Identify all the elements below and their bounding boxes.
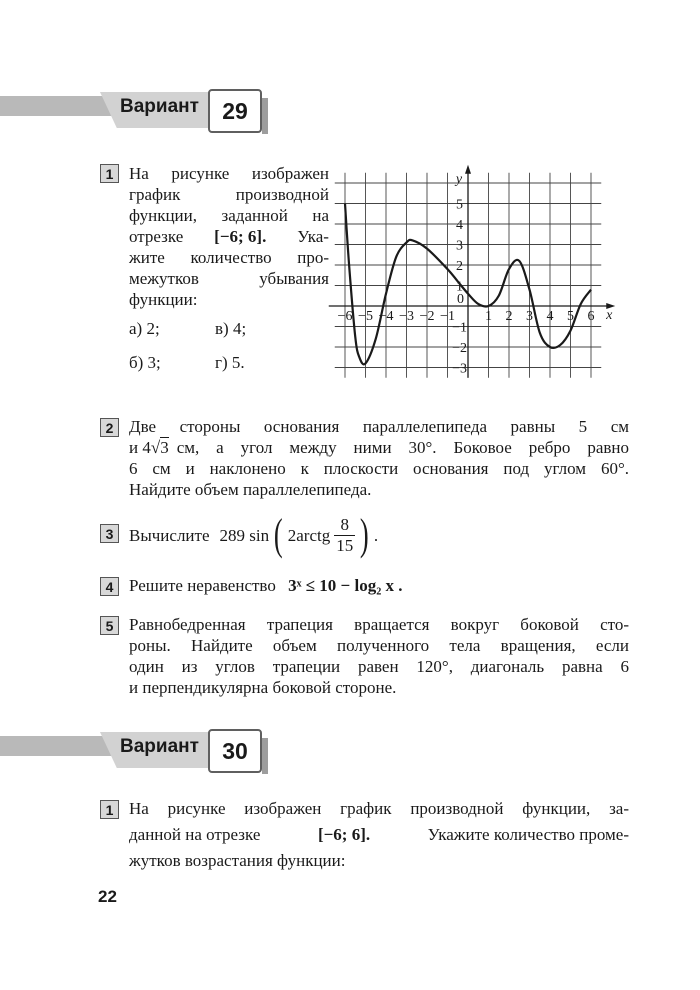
derivative-graph: [337, 171, 630, 378]
variant-30-banner: [0, 732, 268, 776]
text-line: Равнобедренная трапеция вращается вокруг боковой сто-: [129, 615, 629, 634]
problem-text: [129, 163, 329, 310]
text-line: [129, 226, 329, 247]
text-line: жите количество про-: [129, 248, 329, 267]
text-line: 6 см и наклонено к плоскости основания под углом 60°.: [129, 459, 629, 478]
interval: [−6; 6].: [317, 825, 371, 844]
x-tick-label: −3: [399, 309, 414, 324]
sqrt-symbol: √: [150, 438, 161, 457]
variant-number: 29: [208, 89, 262, 133]
text-line: [129, 824, 629, 845]
x-tick-label: −2: [419, 309, 435, 324]
text-fragment: Укажите количество проме-: [427, 825, 629, 844]
text-fragment: и 4: [129, 438, 151, 457]
text-line: жутков возрастания функции:: [129, 851, 346, 870]
text-line: На рисунке изображен график производной функции, за-: [129, 799, 629, 818]
option-v: в) 4;: [215, 319, 247, 338]
interval: [−6; 6].: [214, 227, 267, 246]
x-tick-label: −4: [378, 309, 394, 324]
text-fragment: Решите неравенство: [129, 576, 276, 595]
problem-text: [129, 798, 629, 871]
options-row: [129, 352, 329, 373]
banner-shadow: [262, 98, 268, 134]
text-line: график производной: [129, 185, 329, 204]
x-tick-label: 2: [505, 309, 513, 324]
math-expression: 3ˣ ≤ 10 − log₂ x .: [288, 576, 403, 595]
problem-number: 5: [100, 616, 119, 635]
problem-text: [129, 614, 629, 698]
text-fragment: [129, 437, 169, 458]
text-fragment: данной на отрезке: [129, 825, 261, 844]
fraction: [334, 515, 355, 556]
answer-options: [129, 318, 329, 373]
text-line: межутков убывания: [129, 269, 329, 288]
x-tick-label: 6: [587, 309, 595, 324]
text-fragment: Вычислите: [129, 525, 210, 545]
y-tick-label: 4: [456, 218, 463, 233]
text-line: [129, 437, 629, 458]
problem-number: 1: [100, 800, 119, 819]
fraction-denominator: 15: [336, 535, 354, 555]
variant-29-banner: [0, 92, 268, 136]
variant-label: Вариант: [120, 96, 199, 117]
y-tick-label: 2: [456, 259, 463, 274]
text-fragment: см, а угол между ними 30°. Боковое ребро равно: [176, 438, 629, 457]
x-tick-label: 3: [526, 309, 533, 324]
x-axis-label: x: [606, 308, 613, 323]
variant-number: 30: [208, 729, 262, 773]
y-tick-label: −2: [452, 341, 467, 356]
left-paren: (: [274, 510, 283, 559]
text-line: один из углов трапеции равен 120°, диагональ равна 6: [129, 657, 629, 676]
y-tick-label: −3: [452, 361, 467, 377]
sqrt-radicand: 3: [160, 438, 169, 457]
problem-number: 4: [100, 577, 119, 596]
math-expression: 289 sin: [219, 525, 270, 545]
problem-number: 3: [100, 524, 119, 543]
text-fragment: Ука-: [297, 227, 329, 246]
x-tick-label: −1: [440, 309, 455, 324]
x-tick-label: 1: [485, 309, 492, 324]
text-line: функции:: [129, 290, 198, 309]
problem-number: 2: [100, 418, 119, 437]
text-line: и перпендикулярна боковой стороне.: [129, 678, 397, 697]
x-tick-label: 5: [567, 309, 574, 324]
right-paren: ): [360, 510, 369, 559]
problem-text: [129, 510, 549, 560]
y-tick-label: 1: [456, 279, 463, 295]
text-fragment: .: [373, 525, 379, 545]
text-line: На рисунке изображен: [129, 164, 329, 183]
text-fragment: отрезке: [129, 227, 184, 246]
origin-label: 0: [457, 292, 464, 307]
option-g: г) 5.: [215, 353, 245, 372]
problem-text: [129, 575, 403, 596]
banner-shadow: [262, 738, 268, 774]
options-row: [129, 318, 329, 339]
y-tick-label: −1: [452, 320, 467, 336]
option-a: а) 2;: [129, 319, 160, 338]
x-tick-label: 4: [546, 309, 554, 324]
y-axis-label: y: [455, 171, 463, 187]
text-line: роны. Найдите объем полученного тела вращения, если: [129, 636, 629, 655]
chart-axes: [329, 165, 616, 378]
y-tick-label: 3: [456, 238, 463, 254]
option-b: б) 3;: [129, 353, 161, 372]
problem-number: 1: [100, 164, 119, 183]
text-line: Найдите объем параллелепипеда.: [129, 480, 372, 499]
text-line: функции, заданной на: [129, 206, 329, 225]
chart-tick-labels: [338, 172, 614, 377]
math-expression: 2arctg: [287, 525, 331, 545]
page-number: 22: [98, 887, 117, 906]
text-line: Две стороны основания параллелепипеда равны 5 см: [129, 417, 629, 436]
y-axis-arrow: [465, 165, 471, 174]
x-tick-label: −6: [337, 309, 353, 324]
variant-label: Вариант: [120, 736, 199, 757]
fraction-numerator: 8: [340, 514, 349, 534]
problem-text: [129, 416, 629, 500]
x-tick-label: −5: [358, 309, 373, 324]
y-tick-label: 5: [456, 197, 463, 213]
